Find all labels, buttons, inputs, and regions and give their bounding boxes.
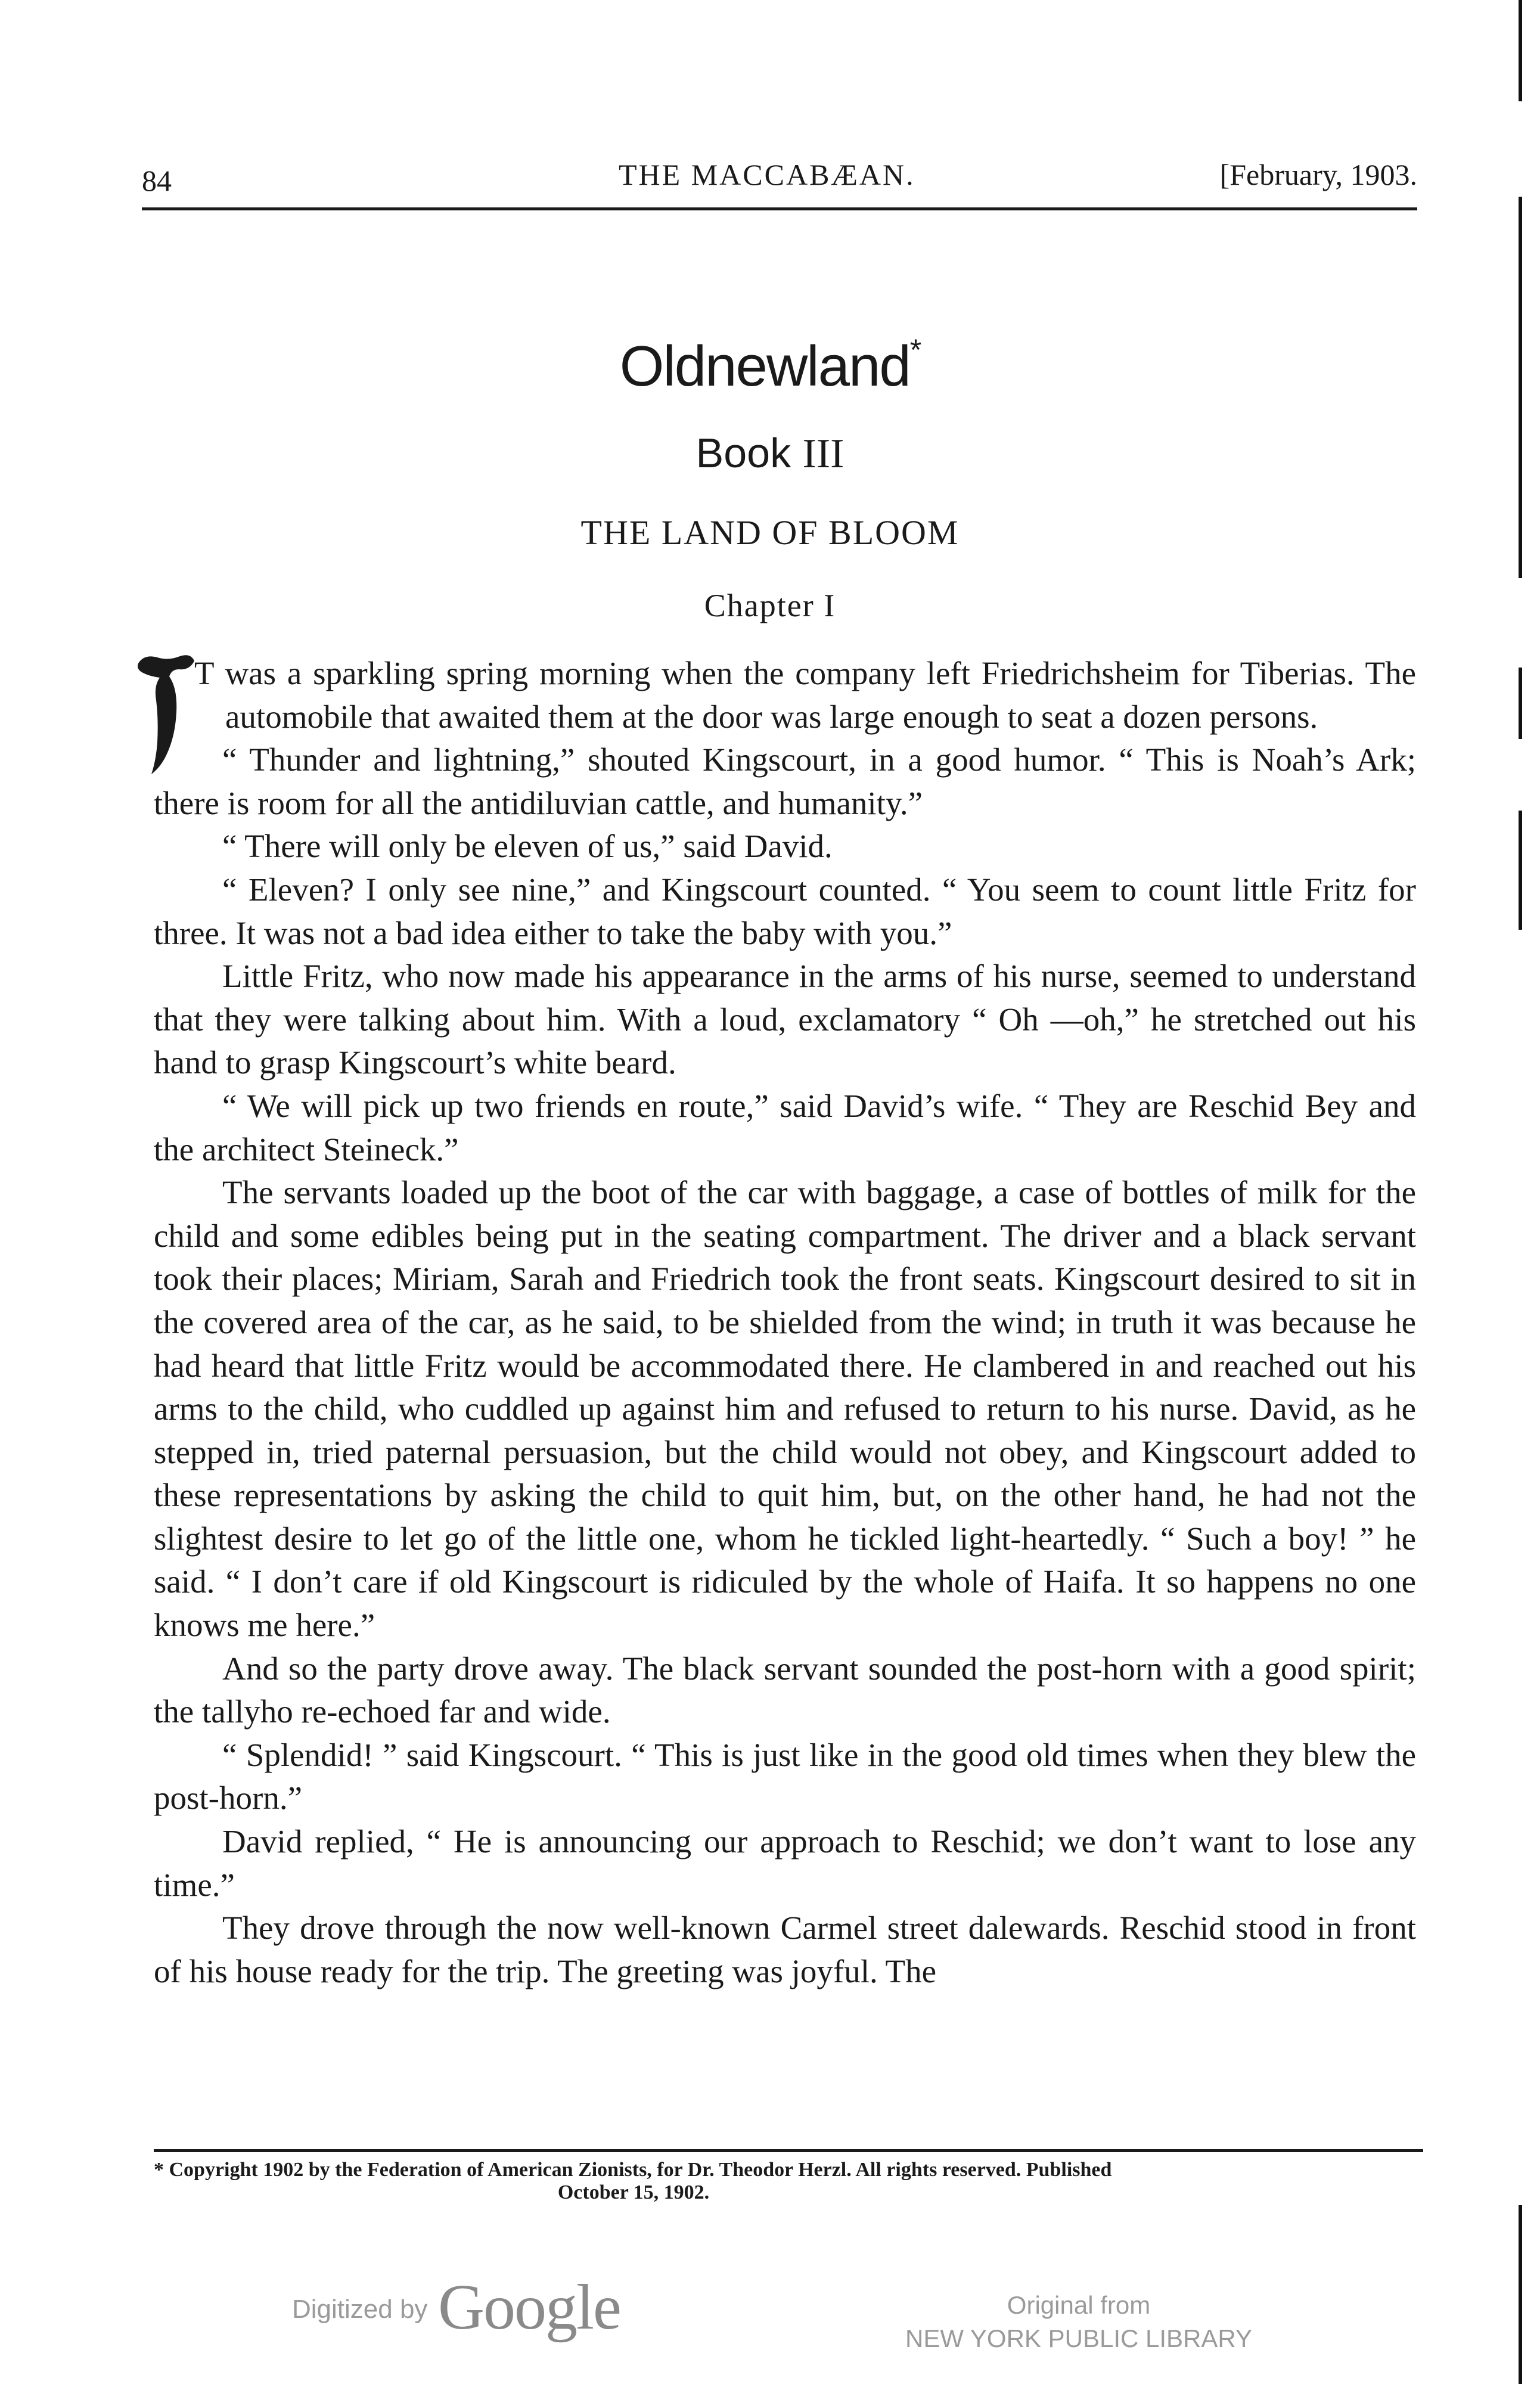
- footnote-line: * Copyright 1902 by the Federation of American Zionists, for Dr. Theodor Herzl. All rights reserved. Published: [154, 2159, 1112, 2181]
- paragraph: The servants loaded up the boot of the car with baggage, a case of bottles of milk for the child and some edibles being put in the seating compartment. The driver and a black servant took their places; Miriam, Sarah and Friedrich took the front seats. Kingscourt desired to sit in the covered area of the car, as he said, to be shielded from the wind; in truth it was because he had heard that little Fritz would be accommodated there. He clambered in and reached out his arms to the child, who cuddled up against him and refused to return to his nurse. David, as he stepped in, tried paternal persuasion, but the child would not obey, and Kingscourt added to these representations by asking the child to quit him, but, on the other hand, he had not the slightest desire to let go of the little one, whom he tickled light-heartedly. “ Such a boy! ” he said. “ I don’t care if old Kingscourt is ridiculed by the whole of Haifa. It so happens no one knows me here.”: [154, 1174, 1416, 1644]
- paragraph-first-line: T was a sparkling spring morning when the company left Friedrichsheim for: [194, 655, 1229, 691]
- book-subtitle: THE LAND OF BLOOM: [580, 513, 960, 552]
- scan-edge-line: [1519, 0, 1522, 101]
- issue-date: [February, 1903.: [1219, 158, 1417, 191]
- paragraph: [154, 652, 1416, 738]
- paragraph: “ Thunder and lightning,” shouted Kingscourt, in a good humor. “ This is Noah’s Ark; there is room for all the antidiluvian cattle, and humanity.”: [154, 741, 1416, 821]
- library-credit: [894, 2289, 1263, 2355]
- paragraph: “ We will pick up two friends en route,” said David’s wife. “ They are Reschid Bey and the architect Steineck.”: [154, 1087, 1416, 1168]
- paragraph-rest: Tiberias. The automobile that awaited them at the door was large enough to seat a dozen persons.: [225, 655, 1417, 735]
- scan-edge-line: [1519, 2205, 1522, 2384]
- article-body: [154, 652, 1416, 1993]
- article-title: [0, 334, 1540, 399]
- book-heading: [0, 429, 1540, 478]
- page-number: 84: [142, 164, 172, 197]
- copyright-footnote: [154, 2159, 1423, 2204]
- footnote-rule: [154, 2149, 1423, 2152]
- running-header: [142, 156, 1417, 204]
- google-logo: Google: [438, 2272, 620, 2343]
- scan-edge-line: [1519, 668, 1522, 739]
- journal-title: THE MACCABÆAN.: [619, 158, 915, 191]
- paragraph: “ Eleven? I only see nine,” and Kingscourt counted. “ You seem to count little Fritz for three. It was not a bad idea either to take the baby with you.”: [154, 871, 1416, 951]
- header-rule: [142, 207, 1417, 210]
- scan-edge-line: [1519, 811, 1522, 930]
- paragraph: And so the party drove away. The black servant sounded the post-horn with a good spirit; the tallyho re-echoed far and wide.: [154, 1650, 1416, 1730]
- chapter-heading: Chapter I: [704, 588, 836, 623]
- paragraph: David replied, “ He is announcing our approach to Reschid; we don’t want to lose any time.”: [154, 1823, 1416, 1903]
- paragraph: “ There will only be eleven of us,” said David.: [222, 828, 833, 865]
- book-label: Book: [696, 430, 791, 476]
- library-name: NEW YORK PUBLIC LIBRARY: [905, 2324, 1252, 2352]
- original-from-label: Original from: [1007, 2291, 1151, 2319]
- book-number: III: [802, 431, 844, 477]
- title-footnote-mark: *: [909, 333, 921, 367]
- digitized-by-label: Digitized by: [292, 2295, 428, 2324]
- paragraph: “ Splendid! ” said Kingscourt. “ This is just like in the good old times when they blew the post-horn.”: [154, 1736, 1416, 1817]
- paragraph: They drove through the now well-known Carmel street dalewards. Reschid stood in front of his house ready for the trip. The greeting was joyful. The: [154, 1910, 1416, 1989]
- footnote-line: October 15, 1902.: [557, 2181, 710, 2203]
- paragraph: Little Fritz, who now made his appearance in the arms of his nurse, seemed to understand that they were talking about him. With a loud, exclamatory “ Oh —oh,” he stretched out his hand to grasp Kingscourt’s white beard.: [154, 958, 1416, 1081]
- title-text: Oldnewland: [619, 334, 910, 398]
